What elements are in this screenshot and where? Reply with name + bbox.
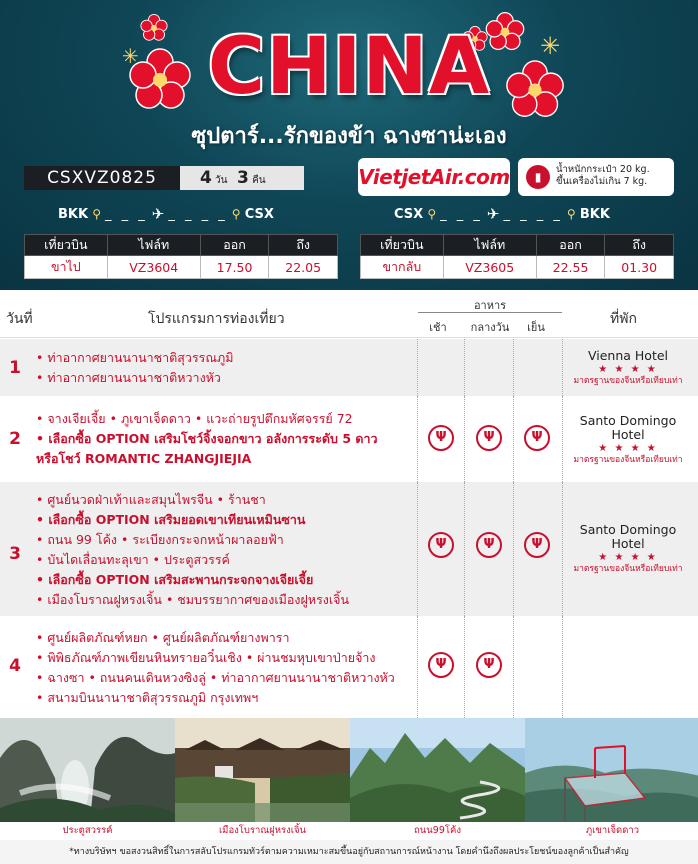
hotel-standard: มาตรฐานของจีนหรือเทียบเท่า: [573, 564, 683, 574]
hotel-standard: มาตรฐานของจีนหรือเทียบเท่า: [573, 376, 683, 386]
col-header-flight: ไฟล์ท: [443, 235, 536, 256]
activity-line: • ศูนย์นวดฝ่าเท้าและสมุนไพรจีน • ร้านชา: [36, 492, 266, 507]
sparkle-icon: ✳: [540, 32, 561, 60]
star-rating: ★ ★ ★ ★: [598, 443, 658, 454]
baggage-info: [518, 158, 674, 196]
hotel-name: Hotel: [611, 427, 645, 442]
photo-furong-town: [175, 718, 350, 822]
star-rating: ★ ★ ★ ★: [598, 552, 658, 563]
header-meals: อาหาร: [473, 299, 507, 312]
baggage-line-1: น้ำหนักกระเป๋า 20 kg.: [556, 164, 650, 175]
sparkle-icon: ✳: [122, 44, 139, 68]
meal-included-icon: Ψ: [524, 425, 550, 451]
activity-line: • เลือกซื้อ OPTION เสริมสะพานกระจกจางเจียเจี้ย: [36, 572, 314, 587]
activity-line: • ถนน 99 โค้ง • ระเบียงกระจกหน้าผาลอยฟ้า: [36, 532, 284, 547]
location-pin-icon: ⚲: [231, 207, 245, 221]
return-flight-number: VZ3605: [443, 256, 536, 279]
meal-included-icon: Ψ: [428, 532, 454, 558]
hotel-name: Santo Domingo: [579, 522, 677, 537]
day-activities: [36, 409, 416, 469]
header-hotel: ที่พัก: [610, 311, 637, 327]
trip-code: CSXVZ0825: [24, 166, 180, 190]
activity-line: • ศูนย์ผลิตภัณฑ์หยก • ศูนย์ผลิตภัณฑ์ยางพารา: [36, 630, 290, 645]
day-number: 3: [9, 544, 21, 564]
location-pin-icon: ⚲: [566, 207, 580, 221]
program-table-header: [0, 290, 698, 338]
airline-logo: VietjetAir.com: [358, 158, 510, 196]
outbound-origin: BKK: [58, 206, 89, 222]
day-activities: [36, 490, 416, 610]
activity-line: • ฉางซา • ถนนคนเดินหวงซิงลู่ • ท่าอากาศยานนานาชาติหวางหัว: [36, 670, 395, 685]
location-pin-icon: ⚲: [423, 207, 437, 221]
header-day: วันที่: [6, 311, 33, 327]
activity-line: • พิพิธภัณฑ์ภาพเขียนหินทรายอวิ๋นเชิง • ผ่านชมหุบเขาป่ายจ้าง: [36, 650, 376, 665]
header-lunch: กลางวัน: [470, 321, 510, 334]
activity-line: • เมืองโบราณฝูหรงเจิ้น • ชมบรรยากาศของเมืองฝูหรงเจิ้น: [36, 592, 350, 607]
activity-line: หรือโชว์ ROMANTIC ZHANGJIEJIA: [36, 451, 252, 466]
star-rating: ★ ★ ★ ★: [598, 364, 658, 375]
activity-line: • จางเจียเจี้ย • ภูเขาเจ็ดดาว • แวะถ่ายรูปตึกมหัศจรรย์ 72: [36, 411, 353, 426]
outbound-flight-table: [24, 234, 338, 279]
return-arrive-time: 01.30: [605, 256, 674, 279]
return-destination: BKK: [579, 206, 610, 222]
meal-included-icon: Ψ: [476, 425, 502, 451]
day-row: [0, 616, 698, 718]
location-pin-icon: ⚲: [88, 207, 102, 221]
meal-included-icon: Ψ: [428, 652, 454, 678]
subtitle: ซุปตาร์...รักของข้า ฉางซาน่ะเอง: [191, 124, 507, 149]
photo-caption: ถนน99โค้ง: [350, 822, 525, 840]
day-number: 1: [9, 358, 21, 378]
return-depart-time: 22.55: [536, 256, 605, 279]
nights-unit: คืน: [252, 175, 266, 186]
luggage-icon: ▮: [526, 165, 550, 189]
photo-caption: ภูเขาเจ็ดดาว: [525, 822, 698, 840]
trip-duration: [180, 166, 304, 190]
header-banner: [0, 0, 698, 290]
nights-value: 3: [237, 168, 249, 188]
outbound-depart-time: 17.50: [200, 256, 269, 279]
header-breakfast: เช้า: [429, 321, 447, 334]
outbound-destination: CSX: [244, 206, 274, 222]
col-header-route: เที่ยวบิน: [25, 235, 108, 256]
baggage-line-2: ขึ้นเครื่องไม่เกิน 7 kg.: [556, 176, 648, 187]
return-origin: CSX: [394, 206, 424, 222]
activity-line: • ท่าอากาศยานนานาชาติสุวรรณภูมิ: [36, 350, 234, 365]
col-header-depart: ออก: [200, 235, 269, 256]
airplane-icon: ✈: [151, 205, 165, 223]
activity-line: • สนามบินนานาชาติสุวรรณภูมิ กรุงเทพฯ: [36, 690, 259, 705]
days-unit: วัน: [215, 175, 228, 186]
day-number: 2: [9, 429, 21, 449]
outbound-route: BKK ⚲ _ _ _ ✈ _ _ _ _ ⚲ CSX: [58, 205, 274, 223]
header-dinner: เย็น: [527, 321, 545, 334]
outbound-arrive-time: 22.05: [269, 256, 338, 279]
meal-included-icon: Ψ: [524, 532, 550, 558]
photo-heaven-gate: [0, 718, 175, 822]
hotel-info: [566, 349, 690, 387]
hotel-name: Vienna Hotel: [587, 348, 669, 363]
hotel-name: Santo Domingo: [579, 413, 677, 428]
return-direction: ขากลับ: [361, 256, 444, 279]
activity-line: • ท่าอากาศยานนานาชาติหวางหัว: [36, 370, 221, 385]
col-header-route: เที่ยวบิน: [361, 235, 444, 256]
photo-99-bends-road: [350, 718, 525, 822]
day-row: [0, 482, 698, 616]
day-row: [0, 396, 698, 482]
hotel-standard: มาตรฐานของจีนหรือเทียบเท่า: [573, 455, 683, 465]
airplane-icon: ✈: [486, 205, 500, 223]
return-flight-table: [360, 234, 674, 279]
outbound-direction: ขาไป: [25, 256, 108, 279]
activity-line: • บันไดเลื่อนทะลุเขา • ประตูสวรรค์: [36, 552, 230, 567]
return-route: CSX ⚲ _ _ _ ✈ _ _ _ _ ⚲ BKK: [394, 205, 610, 223]
day-row: [0, 339, 698, 396]
col-header-depart: ออก: [536, 235, 605, 256]
main-title: CHINA: [207, 22, 491, 112]
meal-included-icon: Ψ: [476, 652, 502, 678]
activity-line: • เลือกซื้อ OPTION เสริมยอดเขาเทียนเหมินซาน: [36, 512, 306, 527]
col-header-arrive: ถึง: [605, 235, 674, 256]
days-value: 4: [200, 168, 212, 188]
day-number: 4: [9, 656, 21, 676]
activity-line: • เลือกซื้อ OPTION เสริมโชว์จิ้งจอกขาว อลังการระดับ 5 ดาว: [36, 431, 378, 446]
disclaimer-footnote: *ทางบริษัทฯ ขอสงวนสิทธิ์ในการสลับโปรแกรมทัวร์ตามความเหมาะสมขึ้นอยู่กับสถานการณ์หน้างาน โดยคำนึงถึงผลประโยชน์ของลูกค้าเป็นสำคัญ: [0, 840, 698, 864]
meal-included-icon: Ψ: [476, 532, 502, 558]
outbound-flight-number: VZ3604: [107, 256, 200, 279]
day-activities: [36, 628, 416, 708]
photo-seven-star-mountain: [525, 718, 698, 822]
day-activities: [36, 348, 416, 388]
photo-caption: ประตูสวรรค์: [0, 822, 175, 840]
meal-included-icon: Ψ: [428, 425, 454, 451]
col-header-arrive: ถึง: [269, 235, 338, 256]
hotel-info: [566, 523, 690, 575]
photo-caption: เมืองโบราณฝูหรงเจิ้น: [175, 822, 350, 840]
header-program: โปรแกรมการท่องเที่ยว: [148, 311, 285, 327]
col-header-flight: ไฟล์ท: [107, 235, 200, 256]
hotel-info: [566, 414, 690, 466]
hotel-name: Hotel: [611, 536, 645, 551]
